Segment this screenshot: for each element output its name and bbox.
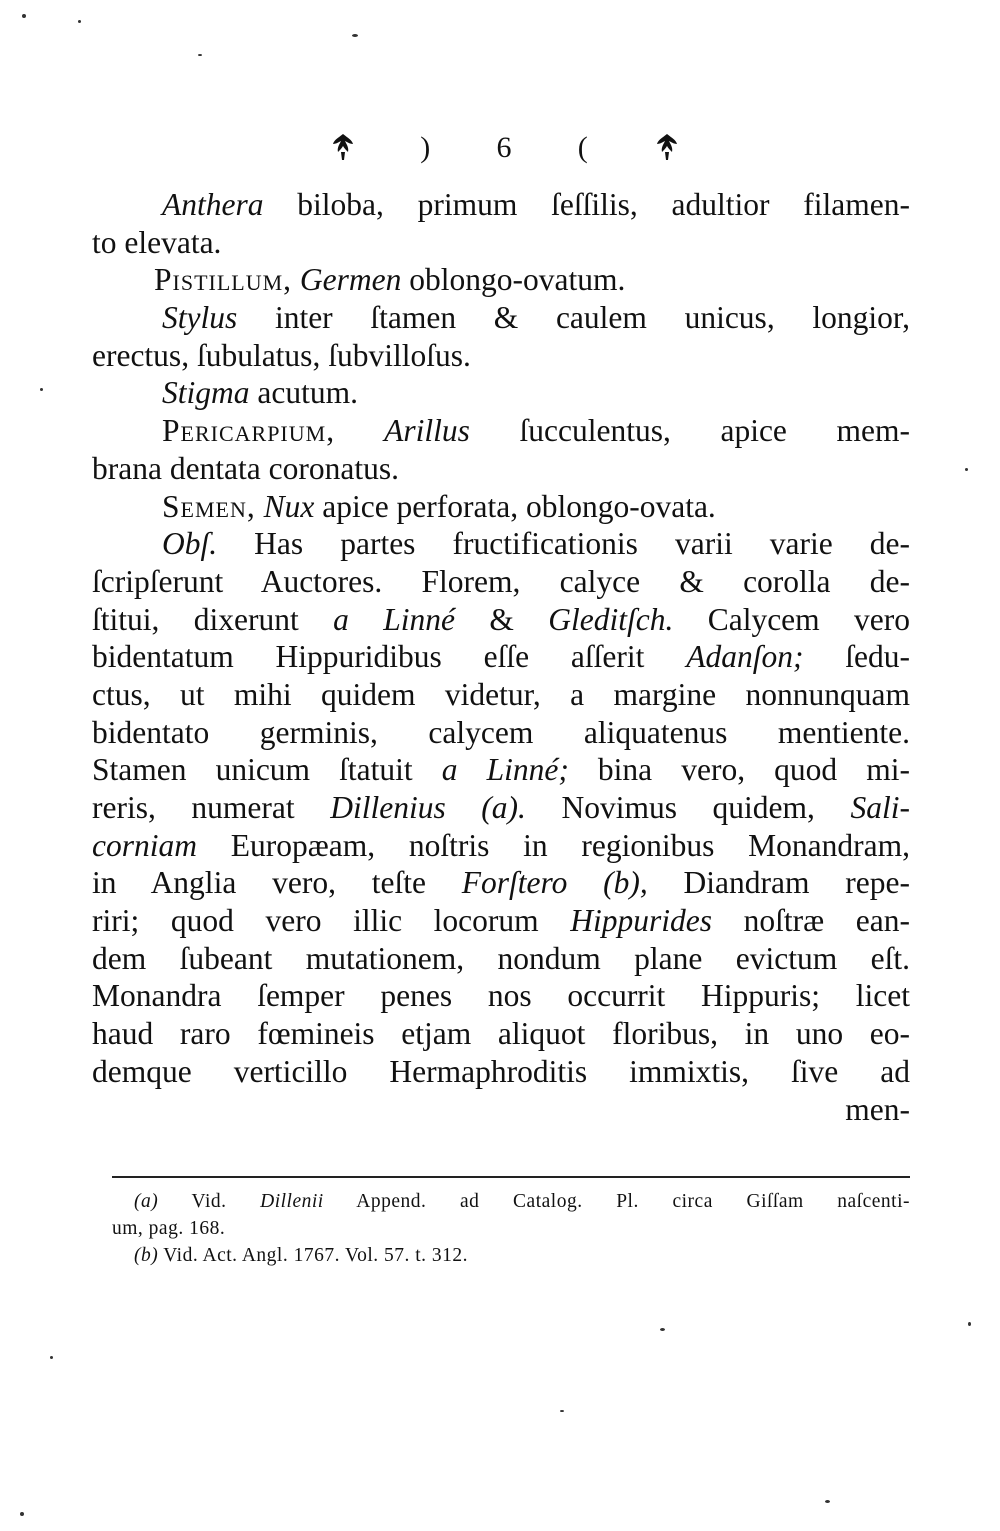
- text-line: demque verticillo Hermaphroditis immixtis, ſive ad: [92, 1053, 910, 1089]
- text-line: Semen, Nux apice perforata, oblongo-ovata.: [162, 488, 716, 524]
- text-line: Stylus inter ſtamen & caulem unicus, longior,: [162, 300, 910, 336]
- scan-speck: [50, 1356, 53, 1359]
- text-line: Obſ. Has partes fructificationis varii varie de-: [162, 526, 910, 562]
- text-line: ctus, ut mihi quidem videtur, a margine nonnunquam: [92, 676, 910, 712]
- scan-speck: [78, 20, 81, 23]
- footnote-a: (a) Vid. Dillenii Append. ad Catalog. Pl. circa Giſſam naſcenti-: [134, 1191, 910, 1212]
- text-line: erectus, ſubulatus, ſubvilloſus.: [92, 337, 471, 373]
- text-line: bidentatum Hippuridibus eſſe aſſerit Adanſon; ſedu-: [92, 639, 910, 675]
- scan-speck: [968, 1322, 971, 1326]
- text-line: to elevata.: [92, 224, 222, 260]
- footnote-b: (b) Vid. Act. Angl. 1767. Vol. 57. t. 312.: [134, 1245, 469, 1266]
- header-left-paren: ): [420, 131, 433, 164]
- scan-speck: [40, 388, 43, 391]
- running-header: [330, 126, 680, 170]
- text-line: riri; quod vero illic locorum Hippurides noſtræ ean-: [92, 903, 910, 939]
- text-line: brana dentata coronatus.: [92, 450, 399, 486]
- fleuron-ornament-icon: [654, 132, 680, 164]
- scan-speck: [965, 468, 968, 471]
- footnotes: [112, 1188, 910, 1269]
- text-line: Stamen unicum ſtatuit a Linné; bina vero, quod mi-: [92, 752, 911, 788]
- scan-speck: [560, 1410, 564, 1412]
- scan-speck: [660, 1328, 665, 1331]
- text-line: dem ſubeant mutationem, nondum plane evictum eſt.: [92, 940, 910, 976]
- footnote-rule: [112, 1176, 910, 1178]
- page-number: 6: [496, 131, 514, 164]
- fleuron-ornament-icon: [330, 132, 356, 164]
- main-text: [92, 186, 910, 1128]
- text-line: Pistillum, Germen oblongo-ovatum.: [154, 262, 626, 298]
- scan-speck: [198, 54, 202, 56]
- scan-speck: [825, 1500, 830, 1503]
- text-line: corniam Europæam, noſtris in regionibus Monandram,: [92, 827, 910, 863]
- text-line: Monandra ſemper penes nos occurrit Hippuris; licet: [92, 978, 910, 1014]
- text-line: ſtitui, dixerunt a Linné & Gleditſch. Calycem vero: [92, 601, 910, 637]
- footnote-a-continued: um, pag. 168.: [112, 1218, 226, 1239]
- text-line: reris, numerat Dillenius (a). Novimus quidem, Sali-: [92, 790, 910, 825]
- text-line: ſcripſerunt Auctores. Florem, calyce & corolla de-: [92, 563, 910, 599]
- scan-speck: [22, 14, 26, 18]
- text-line: Stigma acutum.: [162, 375, 358, 411]
- catchword: men-: [845, 1091, 910, 1127]
- scan-speck: [20, 1512, 24, 1516]
- text-line: haud raro fœmineis etjam aliquot floribus, in uno eo-: [92, 1016, 910, 1052]
- text-line: in Anglia vero, teſte Forſtero (b), Diandram repe-: [92, 865, 910, 901]
- scan-speck: [352, 34, 358, 37]
- text-line: Pericarpium, Arillus ſucculentus, apice mem-: [162, 413, 910, 449]
- header-right-bracket: (: [577, 131, 590, 164]
- text-line: Anthera biloba, primum ſeſſilis, adultior filamen-: [162, 187, 910, 222]
- text-line: bidentato germinis, calycem aliquatenus mentiente.: [92, 714, 910, 750]
